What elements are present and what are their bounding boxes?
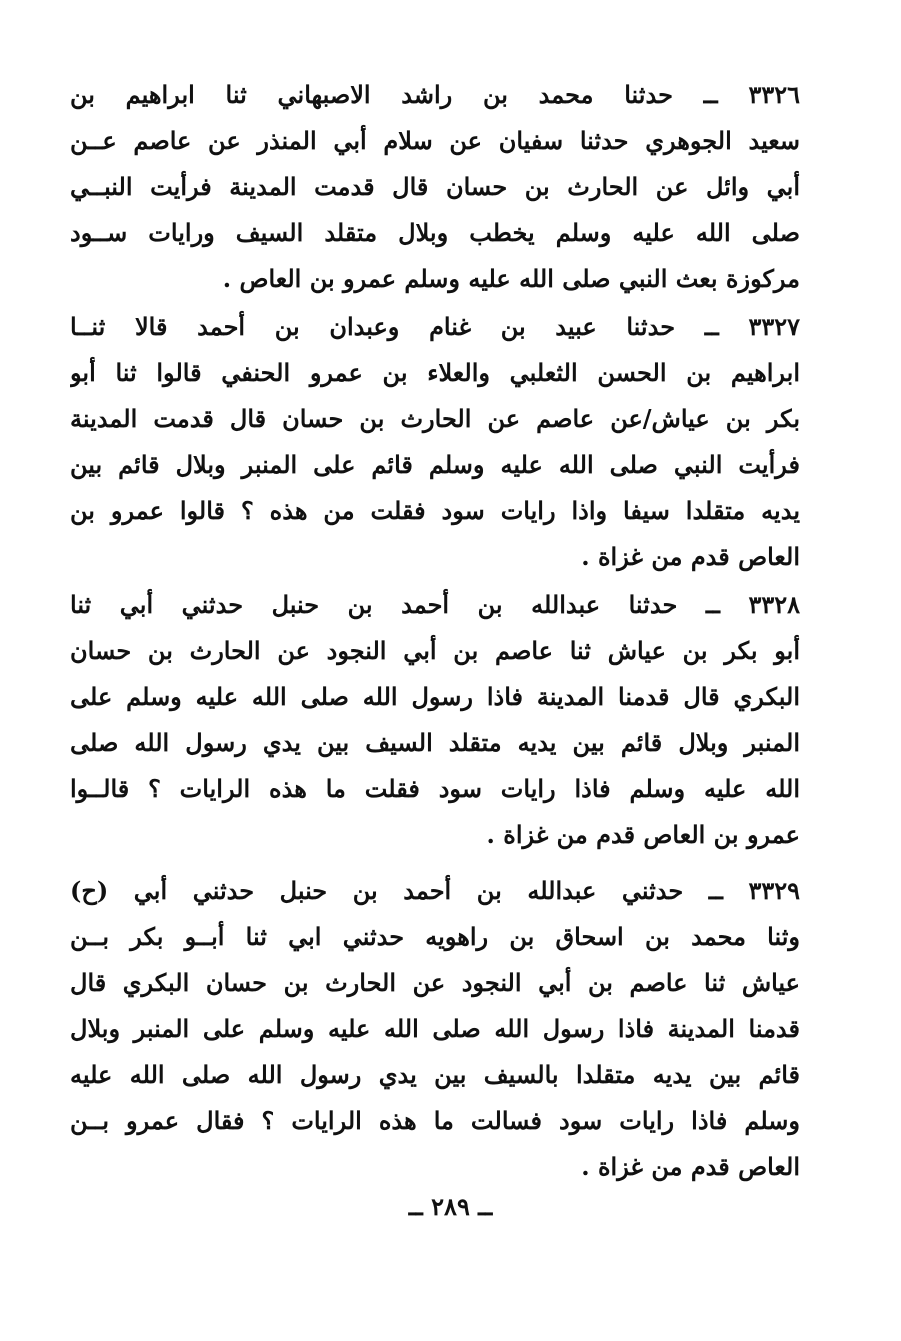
text-line: أبي وائل عن الحارث بن حسان قال قدمت المدينة فرأيت النبــي <box>70 172 800 201</box>
text-line: قدمنا المدينة فاذا رسول الله صلى الله عليه وسلم على المنبر وبلال <box>70 1014 800 1043</box>
text-line: عياش ثنا عاصم بن أبي النجود عن الحارث بن حسان البكري قال <box>70 968 800 997</box>
text-line: وسلم فاذا رايات سود فسالت ما هذه الرايات ؟ فقال عمرو بــن <box>70 1106 800 1135</box>
text-line: سعيد الجوهري حدثنا سفيان عن سلام أبي المنذر عن عاصم عــن <box>70 126 800 155</box>
text-line: ابراهيم بن الحسن الثعلبي والعلاء بن عمرو الحنفي قالوا ثنا أبو <box>70 358 800 387</box>
text-line: يديه متقلدا سيفا واذا رايات سود فقلت من هذه ؟ قالوا عمرو بن <box>70 496 800 525</box>
hadith-3326 <box>70 72 800 302</box>
text-line: فرأيت النبي صلى الله عليه وسلم قائم على المنبر وبلال قائم بين <box>70 450 800 479</box>
paragraph-gap <box>70 858 800 868</box>
text-line: مركوزة بعث النبي صلى الله عليه وسلم عمرو بن العاص . <box>222 264 800 293</box>
text-line: قائم بين يديه متقلدا بالسيف بين يدي رسول الله صلى الله عليه <box>70 1060 800 1089</box>
text-line: صلى الله عليه وسلم يخطب وبلال متقلد السيف ورايات ســود <box>70 218 800 247</box>
text-line: الله عليه وسلم فاذا رايات سود فقلت ما هذه الرايات ؟ قالــوا <box>70 774 800 803</box>
text-line: عمرو بن العاص قدم من غزاة . <box>486 820 800 849</box>
text-line: العاص قدم من غزاة . <box>581 1152 800 1181</box>
text-line: ٣٣٢٧ ــ حدثنا عبيد بن غنام وعبدان بن أحمد قالا ثنــا <box>70 312 800 341</box>
text-line: أبو بكر بن عياش ثنا عاصم بن أبي النجود عن الحارث بن حسان <box>70 636 800 665</box>
text-line: المنبر وبلال قائم بين يديه متقلد السيف بين يدي رسول الله صلى <box>70 728 800 757</box>
text-line: بكر بن عياش/عن عاصم عن الحارث بن حسان قال قدمت المدينة <box>70 404 800 433</box>
text-line: ٣٣٢٦ ــ حدثنا محمد بن راشد الاصبهاني ثنا ابراهيم بن <box>70 80 800 109</box>
text-line: العاص قدم من غزاة . <box>581 542 800 571</box>
text-line: ٣٣٢٩ ــ حدثني عبدالله بن أحمد بن حنبل حدثني أبي (ح) <box>70 876 800 905</box>
page-body <box>70 72 800 1190</box>
text-line: ٣٣٢٨ ــ حدثنا عبدالله بن أحمد بن حنبل حدثني أبي ثنا <box>70 590 800 619</box>
hadith-3329 <box>70 868 800 1190</box>
hadith-3327 <box>70 304 800 580</box>
page-number: ــ ٢٨٩ ــ <box>408 1192 493 1221</box>
hadith-3328 <box>70 582 800 858</box>
text-line: البكري قال قدمنا المدينة فاذا رسول الله صلى الله عليه وسلم على <box>70 682 800 711</box>
text-line: وثنا محمد بن اسحاق بن راهويه حدثني ابي ثنا أبــو بكر بــن <box>70 922 800 951</box>
